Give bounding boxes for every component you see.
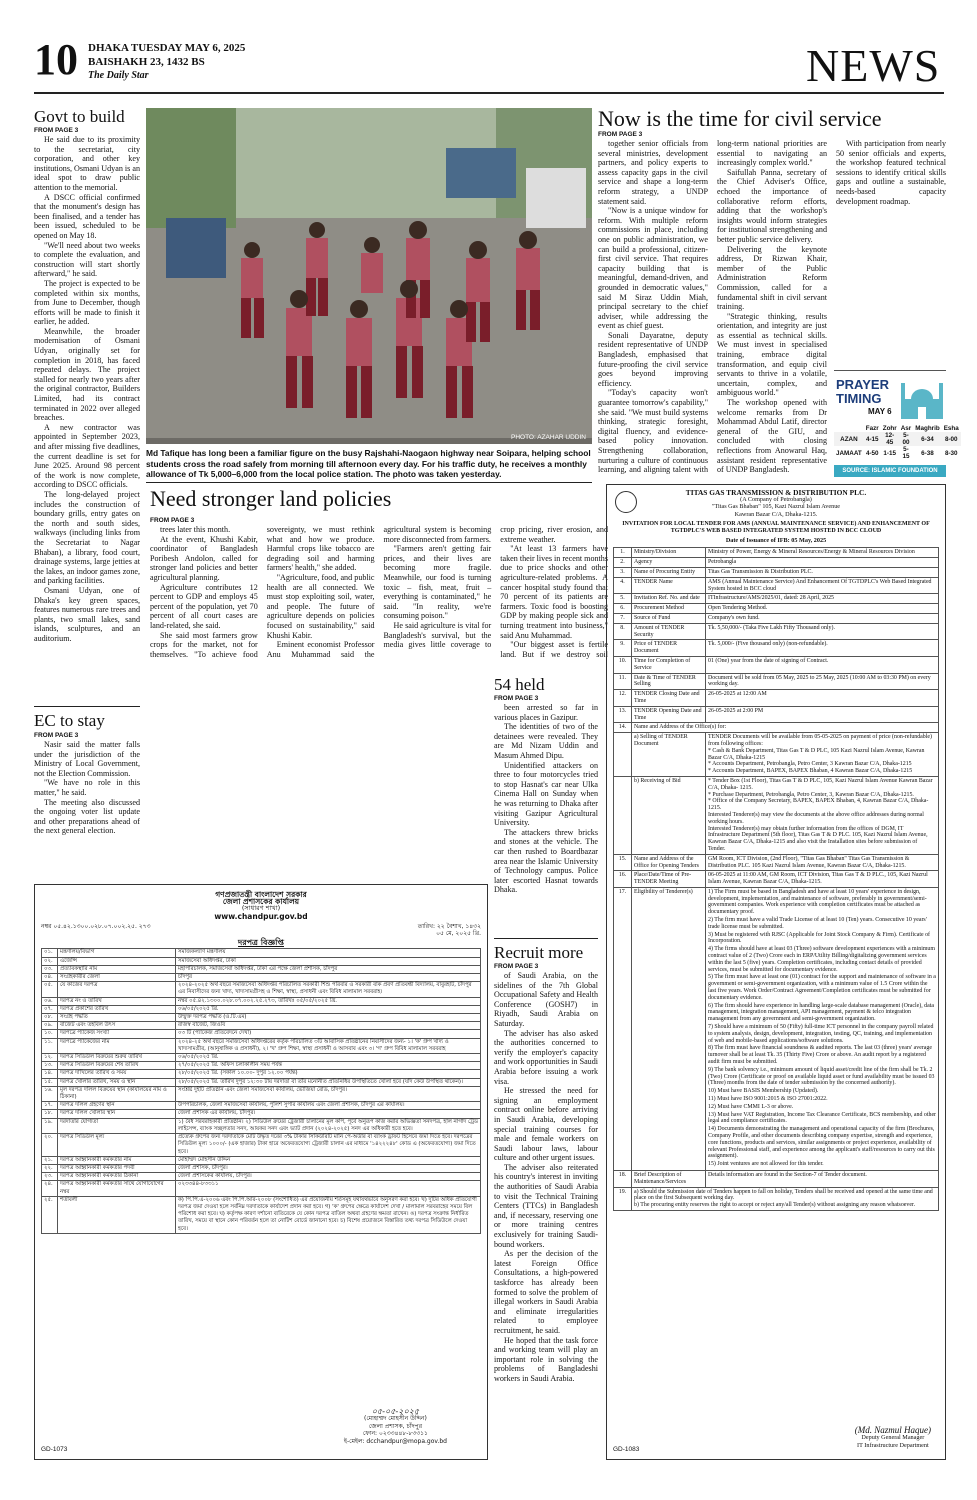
bn-row: ১৪. দরপত্র দাখিলের তারিখ ও সময় ২৮/০৫/২০২৫ খ্রি. (সকাল ১০.০০- দুপুর ১২.০০ পর্যন্ত) [42, 1070, 481, 1078]
bn-row: ০৩. প্রত্যাবকস্থারি নাম মহাপরিচালক, সমাজসেবা অধিদপ্তর, ঢাকা এর পক্ষে জেলা প্রশাসক, চাঁদপুর [42, 965, 481, 973]
tender-issuance-date: Date of Issuance of IFB: 05 May, 2025 [725, 537, 827, 545]
tender-row: 11. Date & Time of TENDER Selling Document will be sold from 05 May, 2025 to 25 May, 2025 (10:00 AM to 03:30 PM) on every working day. [614, 673, 939, 690]
recruit-rule [494, 938, 598, 939]
tender-table [613, 547, 939, 1211]
titas-logo-icon [615, 491, 637, 513]
recruit-from: FROM PAGE 3 [494, 963, 539, 970]
prayer-title-2: TIMING [836, 391, 882, 406]
tender-company: TITAS GAS TRANSMISSION & DISTRIBUTION PLC. [685, 488, 867, 497]
tender-title: INVITATION FOR LOCAL TENDER FOR AMS (ANNUAL MAINTENANCE SERVICE) AND ENHANCEMENT OF TGTDPLC'S WEB BASED INTEGRATED SYSTEM HOSTED IN BCC CLOUD [622, 520, 930, 535]
ec-from: FROM PAGE 3 [34, 732, 79, 739]
bn-row: ২৪. দরপত্র আহ্বানকারী কর্মকর্তার সাথে যোগাযোগের নম্বর ০২৩৩৪৪-৮৩৩১১ [42, 1181, 481, 1196]
tender-row: 14. Name and Address of the Office(s) for: [614, 723, 939, 733]
bn-date-2: ০৫ মে, ২০২৫ খ্রি. [436, 930, 481, 938]
tender-row: 4. TENDER Name AMS (Annual Maintenance Service) And Enhancement Of TGTDPLC's Web Based Integrated System hosted in BCC cloud [614, 577, 939, 594]
page-number: 10 [34, 35, 78, 84]
tender-row: 13. TENDER Opening Date and Time 26-05-2025 at 2:00 PM [614, 706, 939, 723]
bn-row: ১২. দরপত্র সিডিউল বিক্রয়ের শুরুর তারিখ ০৬/০৫/২০২৫ খ্রি. [42, 1054, 481, 1062]
photo-illustration [146, 108, 592, 444]
bn-website: www.chandpur.gov.bd [214, 911, 308, 921]
bn-row: ২০. দরপত্র সিডিউল মূল্য প্রত্যেক গ্রুপের জন্য দরদাতাকে মোট উদ্ধৃত দরের ৩% টাকার সিকিউরিটি মানি পে-অর্ডার বা ব্যাংক ড্রাফট হিসেবে জমা দিতে হবে। দরপত্রের সিডিউল মূল্য ১০০০/- (এক হাজার) টাকা হারে অফেরতযোগ্য ট্রেজারী চালান এর মাধ্যমে '১৪২২২৪৮' কোড এ (অফেরতযোগ্য) জমা দিতে হবে। [42, 1134, 481, 1157]
tender-row: 6. Procurement Method Open Tendering Method. [614, 604, 939, 614]
date-line: DHAKA TUESDAY MAY 6, 2025 [88, 42, 246, 54]
bn-row: ২১. দরপত্র আহ্বানকারী কর্মকর্তার নাম মোহাম্মদ মোহসীন উদ্দিন [42, 1156, 481, 1164]
bangla-date: BAISHAKH 23, 1432 BS [88, 56, 205, 68]
tender-row: 3. Name of Procuring Entity Titas Gas Transmission & Distribution PLC. [614, 568, 939, 578]
govt-from: FROM PAGE 3 [34, 127, 79, 134]
bn-row: ১০. দরপত্রে প্যাকেজ সংখ্যা ০৩ টি (প্যাকেজ প্রতিবেদনে দেখা) [42, 1030, 481, 1038]
bn-signature: ০৫-০৫-২০২৫ (মোহাম্মদ মোহসীন উদ্দিন) জেলা প্রশাসক, চাঁদপুর ফোন: ০২৩৩৪৪৮-৮৩৩১১ ই-মেইল: dcchandpur@mopa.gov.bd [343, 1406, 447, 1445]
prayer-table: Fazr Zohr Asr Maghrib Esha AZAN 4-15 12-45 5-00 6-34 8-00 JAMAAT 4-50 1-15 5-15 6-38 8-30 [836, 425, 959, 460]
bn-table [41, 948, 481, 1233]
tender-row: 12. TENDER Closing Date and Time 26-05-2025 at 12:00 AM [614, 690, 939, 707]
bn-row: ১৯. দরদাতার যোগ্যতা ১) বৈধ সরবরাহকারী প্রতিষ্ঠান। ২) সিডিউল ক্রয়ের ট্রেজারী চালানের মূল কপি, পূর্বে অনুরূপ কাজ করার অভিজ্ঞতা সনদপত্র, হাল নাগাদ ট্রেড লাইসেন্স, ব্যাংক সচ্ছলতার সনদ, আয়কর সনদ এবং ভ্যাট প্রদান (২০২৪-২০২৫) সনদ এর অধিকারী হতে হবে। [42, 1118, 481, 1133]
govt-headline: Govt to build [34, 107, 125, 126]
masthead-rule [34, 92, 944, 94]
bn-row: ১১. দরপত্রে প্যাকেজের নাম ২০২৪-২৫ অর্থ বছরে সমাজসেবা অধিদপ্তরের কর্তৃক পরিচালিত ৩টি আবাসিক প্রতিষ্ঠানের নিবাসীদের জন্য- ১। 'ক' গ্রুপ খাদ্য ও খাদ্যসামগ্রীর, (আনুষাঙ্গিক ও প্রসাধনী), ২। 'খ' গ্রুপ শিক্ষা, স্বাস্থ্য প্রসাধনী ও আসবাব এবং ৩। 'গ' গ্রুপ বিবিধ মালামাল সরবরাহ [42, 1038, 481, 1053]
bn-row: ১৬. মূল দরপত্র দলিল বিক্রয়ের স্থান (কার্যালয়ের নাম ও ঠিকানা) সংশ্লিষ্ট দুইটি প্রতিষ্ঠান এবং জেলা সমাজসেবা কার্যালয়, ভৌজিয়া রোড, চাঁদপুর। [42, 1086, 481, 1101]
recruit-body: of Saudi Arabia, on the sidelines of the 7th Global Occupational Safety and Health Conference (GOSH7) in Riyadh, Saudi Arabia on Saturday. The adviser has also asked the authorities concerned to verify the employer's capacity and work opportunities in Saudi Arabia before issuing a work visa. He stressed the need for signing an employment contract online before arriving in Saudi Arabia, developing special training courses for male and female workers on Saudi labour laws, labour culture and other urgent issues. The adviser also reiterated his country's interest in inviting the authorities of Saudi Arabia to visit the Technical Training Centers (TTCs) in Bangladesh and, if necessary, reserving one or more training centres exclusively for training Saudi-bound workers. As per the decision of the latest Foreign Office Consultations, a high-powered taskforce has already been formed to solve the problem of illegal workers in Saudi Arabia and eliminate irregularities related to employee recruitment, he said. He hoped that the task force and working team will play an important role in solving the problems of Bangladeshi workers in Saudi Arabia. [494, 971, 598, 1383]
bangla-tender-notice [34, 884, 488, 1460]
prayer-title: PRAYER [836, 377, 889, 392]
land-body: trees later this month. At the event, Khushi Kabir, coordinator of Bangladesh Poribesh Andolon, called for stronger land policies and better agricultural planning. Agriculture contributes 12 percent to GDP and employs 45 percent of the population, yet 70 percent of all court cases are land-related, she said. She said most farmers grow crops for the market, not for themselves. "To achieve food sovereignty, we must rethink what and how we produce. Harmful crops like tobacco are degrading soil and harming farmers' health," she added. "Agriculture, food, and public health are all connected. We must stop exploiting soil, water, and people. The future of agriculture depends on policies focused on sustainability," said Khushi Kabir. Eminent economist Professor Anu Muhammad said the agricultural system is becoming more disconnected from farmers. "Farmers aren't getting fair prices, and their lives are becoming more fragile. Meanwhile, our food is turning toxic – fish, meat, fruit – everything is contaminated," he said. "In reality, we're consuming poison." He said agriculture is vital for Bangladesh's survival, but the media gives little coverage to crop pricing, river erosion, and extreme weather. "At least 13 farmers have taken their lives in recent months due to price shocks and other agriculture-related problems. A cancer hospital study found that 70 percent of its patients are farmers. Toxic food is boosting GDP by making people sick and turning treatment into business," said Anu Muhammad. "Our biggest asset is fertile land. But if we destroy soil [150, 525, 608, 659]
govt-body: He said due to its proximity to the secretariat, city corporation, and other key institutions, Osmani Udyan is an ideal spot to draw public attention to the memorial. A DSCC official confirmed that the monument's design has been finalised, and a tender has been issued, scheduled to be opened on May 18. "We'll need about two weeks to complete the evaluation, and construction will start shortly afterward," he said. The project is expected to be completed within six months, from June to December, though efforts will be made to finish it earlier, he added. Meanwhile, the broader modernisation of Osmani Udyan, originally set for completion in 2018, has faced repeated delays. The project stalled for nearly two years after the original contractor, Builders Limited, had its contract terminated in 2022 over alleged breaches. A new contractor was appointed in September 2023, and after missing five deadlines, the current deadline is set for June 2025. Around 98 percent of the work is now complete, according to DSCC officials. The long-delayed project includes the construction of boundary grills, entry gates on the north and south sides, walkways (including links from the Secretariat to Nagar Bhaban), a library, food court, drainage systems, large jetties at the lakes, an indoor games zone, and parking facilities. Osmani Udyan, one of Dhaka's key green spaces, features numerous rare trees and plants, two small lakes, sand islands, sculptures, and an auditorium. [34, 135, 140, 643]
bn-l3: (সাধারণ শাখা) [241, 904, 281, 913]
bn-ref: নম্বর ০৫.৪২.১৩০০.০২৮.০৭.০০২.২৫. ২৭৩ [41, 922, 151, 930]
held-from: FROM PAGE 3 [494, 695, 539, 702]
tender-row: 5. Invitation Ref. No. and date ITInfrastructure/AMS/2025/01, dated: 28 April, 2025 [614, 594, 939, 604]
land-from: FROM PAGE 3 [150, 517, 195, 524]
tender-row: 10. Time for Completion of Service 01 (One) year from the date of signing of Contract. [614, 656, 939, 673]
held-headline: 54 held [494, 675, 545, 694]
tender-row: 18. Brief Description of Maintenance/Services Details information are found in the Section-7 of Tender document. [614, 1170, 939, 1187]
civil-headline: Now is the time for civil service [598, 106, 882, 131]
newspaper-logo: The Daily Star [88, 70, 149, 81]
section-title: NEWS [806, 40, 941, 91]
tender-row: 19. a) Should the Submission date of Tenders happen to fall on holiday, Tenders shall be received and opened at the same time and place on the first Subsequent working day. b) The procuring entity reserves the right to accept or reject any/all Tender(s) without assigning any reason whatsoever. [614, 1187, 939, 1210]
land-rule [146, 482, 592, 483]
tender-sub1: (A Company of Petrobangla) [740, 496, 812, 504]
bn-gd-code: GD-1073 [41, 1445, 68, 1453]
ec-headline: EC to stay [34, 711, 105, 730]
bn-row: ১৫. দরপত্র খোলার তারিখ, সময় ও স্থান ২৮/০৫/২০২৫ খ্রি. তারিখ দুপুর ১২:৩০ টায় দরদাতা বা তাঁর মনোনীত প্রতিনিধির উপস্থিতিতে খোলা হবে (যদি কেউ উপস্থিত থাকেন)। [42, 1078, 481, 1086]
bn-row: ২৩. দরপত্র আহ্বানকারী কর্মকর্তার ঠিকানা জেলা প্রশাসকের কার্যালয়, চাঁদপুর। [42, 1173, 481, 1181]
tender-row: 15. Name and Address of the Office for Opening Tenders GM Room, ICT Division, (2nd Floor), "Titas Gas Bhaban" Titas Gas Transmission & Distribution PLC. 105 Kazi Nazrul Islam Avenue, Kawran Bazar C/A, Dhaka-1215. [614, 854, 939, 871]
held-body: been arrested so far in various places in Gazipur. The identities of two of the detainees were revealed. They are Md Nizam Uddin and Masum Ahmed Dipu. Unidentified attackers on three to four motorcycles tried to stop Hasnat's car near Ulka Cinema Hall on Sunday when he was returning to Dhaka after visiting Gazipur Agricultural University. The attackers threw bricks and stones at the vehicle. The car then rushed to Boardbazar area near the Islamic University of Technology campus. Police later escorted Hasnat towards Dhaka. [494, 703, 598, 895]
tender-row: a) Selling of TENDER Document TENDER Documents will be available from 05-05-2025 on payment of price (non-refundable) from following offices: * Cash & Bank Department, Titas Gas T & D PLC, 105 Kazi Nazrul Islam Avenue, Kawran Bazar C/A, Dhaka-1215 * Accounts Department, Petrobangla, Petro Center, 3 Kawran Bazar C/A, Dhaka-1215 * Accounts Department, BAPEX, BAPEX Bhaban, 4 Kawran Bazar C/A, Dhaka-1215 [614, 733, 939, 777]
news-photo [146, 108, 592, 444]
bn-row: ১৭. দরপত্র দলিল গ্রহণের স্থান উপপরিচালক, জেলা সমাজসেবা কার্যালয়, পুলিশ সুপার কার্যালয় এবং জেলা প্রশাসক, চাঁদপুর এর কার্যালয়। [42, 1102, 481, 1110]
bn-l1: গণপ্রজাতন্ত্রী বাংলাদেশ সরকার [215, 890, 307, 899]
tender-gd-code: GD-1083 [613, 1445, 640, 1453]
titas-tender-notice [606, 484, 946, 1460]
prayer-source: SOURCE: ISLAMIC FOUNDATION [834, 465, 946, 477]
bn-date-1: তারিখ: ২২ বৈশাখ, ১৪৩২ [417, 922, 481, 930]
bn-row: ১৩. দরপত্র সিডিউল বিক্রয়ের শেষ তারিখ ২৭/০৫/২০২৫ খ্রি. অফিস চলাকালীন সময় পর্যন্ত [42, 1062, 481, 1070]
bn-l2: জেলা প্রশাসকের কার্যালয় [222, 897, 300, 907]
tender-sub3: Kawran Bazar C/A, Dhaka-1215. [734, 510, 818, 518]
bn-row: ০৮. সংগ্রহ পদ্ধতি উন্মুক্ত দরপত্র পদ্ধতি (ও.টি.এম) [42, 1014, 481, 1022]
tender-sub2: "Titas Gas Bhaban" 105, Kazi Nazrul Islam Avenue [711, 503, 841, 511]
bn-row: ০৯. বাজেট এবং তহবিল উৎস রাজস্ব বাজেট, জিওবি [42, 1022, 481, 1030]
recruit-headline: Recruit more [494, 943, 584, 962]
tender-row: 9. Price of TENDER Document Tk. 5,000/- (Five thousand only) (non-refundable). [614, 640, 939, 657]
tender-row: 1. Ministry/Division Ministry of Power, Energy & Mineral Resources/Energy & Mineral Resources Division [614, 548, 939, 558]
civil-body: together senior officials from several ministries, development partners, and policy experts to assess capacity gaps in the civil service and shape a long-term reform strategy, a UNDP statement said. "Now is a unique window for reform. With multiple reform commissions in place, including one on public administration, we can build a professional, citizen-first civil service. That requires capacity building that is meaningful, demand-driven, and grounded in democratic values," said M Siraz Uddin Miah, principal secretary to the chief adviser, while addressing the event as chief guest. Sonali Dayaratne, deputy resident representative of UNDP Bangladesh, emphasised that future-proofing the civil service goes beyond improving efficiency. "Today's capacity won't guarantee tomorrow's capability," she said. "We must build systems thinking, strategic foresight, digital fluency, and evidence-based policy innovation. Strengthening collaboration, nurturing a culture of continuous learning, and aligning talent with long-term national priorities are essential to navigating an increasingly complex world." Saifullah Panna, secretary of the Chief Adviser's Office, echoed the importance of collaborative reform efforts, adding that the workshop's insights would inform strategies for institutional strengthening and better public service delivery. Delivering the keynote address, Dr Rizwan Khair, member of the Public Administration Reform Commission, called for a fundamental shift in civil servant training. "Strategic thinking, results orientation, and integrity are just as essential as technical skills. We must invest in specialised training, embrace digital transformation, and equip civil servants to thrive in a volatile, uncertain, complex, and ambiguous world." The workshop opened with welcome remarks from Dr Mohammad Abdul Latif, director general of the GIU, and concluded with closing reflections from Anowarul Haq, assistant resident representative of UNDP Bangladesh. With participation from nearly 50 senior officials and experts, the workshop featured technical sessions to identify critical skills gaps and outline a sustainable, needs-based capacity development roadmap. [598, 139, 946, 475]
tender-signature: (Md. Nazmul Haque) Deputy General Manager IT Infrastructure Department [854, 1424, 931, 1449]
ec-rule [34, 706, 140, 707]
bn-row: ১৮. দরপত্র দলিল খোলার স্থান জেলা প্রশাসক এর কার্যালয়, চাঁদপুর। [42, 1110, 481, 1118]
bn-row: ০৬. দরপত্র নং ও তারিখ নম্বর ০৫.৪২.১৩০০.০২৮.০৭.০০২.২৫.২৭৩, তারিখঃ ০৫/০৫/২০২৫ খ্রি. [42, 997, 481, 1005]
tender-row: 8. Amount of TENDER Security Tk. 5,50,000/- (Taka Five Lakh Fifty Thousand only). [614, 623, 939, 640]
bn-row: ০৭. দরপত্র প্রকাশের তারিখ ০৬/০৫/২০২৫ খ্রি. [42, 1005, 481, 1013]
civil-from: FROM PAGE 3 [598, 131, 643, 138]
mosque-icon [900, 377, 944, 421]
photo-credit: PHOTO: AZAHAR UDDIN [510, 434, 586, 441]
ec-body: Nasir said the matter falls under the jurisdiction of the Ministry of Local Government, not the Election Commission. "We have no role in this matter," he said. The meeting also discussed the ongoing voter list update and other preparations ahead of the next general election. [34, 740, 140, 836]
bn-row: ২৫. শর্তাবলী ক) পি.পি.এ-২০০৬ এবং পি.পি.আর-২০০৮ (সংশোধিত) এর প্রয়োজনীয় শর্তসমূহ যথাযথভাবে অনুসরণ করা হবে। খ) দুটির অধিক প্রতিযোগী দরপত্র জমা দেওয়া হলে সর্বনিম্ন দরদাতাকে কার্যাদেশ প্রদান করা হবে। গ) 'ক' গ্রুপের ক্ষেত্রে কার্যাদেশ দেখা / মালামাল সরবরাহের সময়ে বিল পরিশোধ করা হবে। ঘ) কর্তৃপক্ষ কারণ দর্শানো ব্যতিরেকে যে কোন দরপত্র বাতিল অথবা গ্রহণের ক্ষমতা রাখেন। ঙ) দরপত্র সংক্রান্ত নির্ধারিত তারিখ, সময়ে বা স্থানে কোন পরিবর্তন হলে তা নোটিশ বোর্ডে জানানো হবে। চ) বিশেষ প্রয়োজনে বিস্তারিত তথ্য দরপত্র সিডিউলে দেওয়া হবে। [42, 1196, 481, 1233]
bn-row: ০৪. সংগ্রহকারীর জেলা চাঁদপুর [42, 974, 481, 982]
bn-row: ০২. এজেন্সি সমাজসেবা অধিদপ্তর, ঢাকা [42, 957, 481, 965]
prayer-timing-box [834, 370, 959, 478]
bn-title: দরপত্র বিজ্ঞপ্তি [238, 938, 284, 948]
tender-row: 7. Source of Fund Company's own fund. [614, 614, 939, 624]
bn-row: ০৫. যে কাজের দরপত্র ২০২৪-২০২৫ অর্থ বছরে সমাজসেবা অধিদপ্তর পরিচালিত সরকারী শিশু পরিবার ও সরকারী বাক প্রবণ প্রতিবন্ধী বিদ্যালয়, বাবুরহাট, চাঁদপুর এর নিবাসীদের জন্য খাদ্য, খাদ্যসামগ্রীসহ ও শিক্ষা, স্বাস্থ্য, প্রসাধনী এবং বিবিধ মালামাল সরবরাহ। [42, 982, 481, 997]
bn-row: ০১. মন্ত্রণালয়/বিভাগ সমাজকল্যাণ মন্ত্রণালয় [42, 949, 481, 957]
tender-row: 16. Place/Date/Time of Pre-TENDER Meeting 06-05-2025 at 11:00 AM, GM Room, ICT Division, Titas Gas T & D PLC., 105, Kazi Nazrul Islam Avenue, Kawran Bazar C/A, Dhaka-1215. [614, 871, 939, 888]
tender-row: 2. Agency Petrobangla [614, 558, 939, 568]
prayer-date: MAY 6 [868, 407, 892, 416]
tender-row: 17. Eligibility of Tenderer(s) 1) The Firm must be based in Bangladesh and have at least 10 years' experience in design, development, implementation, and maintenance of software, preferably in government/semi-government companies. Work experience with completion certificates must be attached as documentary proof. 2) The firm must have a valid Trade License of at least 10 (Ten) years. Consecutive 10 years' trade license must be submitted. 3) Must be registered with RJSC (Applicable for Joint Stock Company & Firm). Certificate of Incorporation. 4) The firms should have at least 03 (Three) software development experiences with a minimum contract value of 2 (Two) Crore each in ERP/Utility Billing/digitalizing government services within the last 5 (five) years. Completion certificates, including contact details of provided services, must be submitted for documentary evidence. 5) The firm must have at least one (01) contract for the support and maintenance of software in a government or semi-government organization, with a minimum value of 1.5 Crore within the last five years. Work Order/Contract Agreement/Completion certificates must be submitted for documentary evidence. 6) The firm should have experience in handling large-scale database management (Oracle), data management, integration management, API management, payment & telco integration management from any government and semi-government organization. 7) Should have a minimum of 50 (Fifty) full-time ICT personnel in the company payroll related to system analysis, design, development, integration, testing, QC, training, and implementation of web and mobile-based applications/software solutions. 8) The firm must have financial soundness & audited reports. The last 03 (three) years' average turnover shall be at least Tk. 35 (Thirty Five) Crore or above. An audit report by a registered audit firm must be submitted. 9) The bank solvency i.e., minimum amount of liquid asset/credit line of the firm shall be Tk. 2 (Two) Crore (Certificate or proof on available liquid asset or fund availability must be issued 03 (Three) months from the date of tender submission by the concerned authority). 10) Must have BASIS Membership (Updated). 11) Must have ISO 9001:2015 & ISO 27001:2022. 12) Must have CMMI L-3 or above. 13) Must have VAT Registration, Income Tax Clearance Certificate, BCS membership, and other legal and compliance certificates. 14) Documents demonstrating the management and operational capacity of the firm (Brochures, Company Profile, and other documents describing company expertise, strength and experience, core functions, products and services, similar assignments or project experience, availability of relevant Professional staff, and experience among the applicant's staff/resources to carry out this assignment). 15) Joint ventures are not allowed for this tender. [614, 887, 939, 1170]
photo-caption: Md Tafique has long been a familiar figure on the busy Rajshahi-Naogaon highway near Soipara, helping school students cross the road safely from morning till afternoon every day. For his traffic duty, he receives a monthly allowance of Tk 5,000–6,000 from the local police station. The photo was taken yesterday. [146, 448, 591, 479]
land-headline: Need stronger land policies [150, 486, 392, 511]
tender-row: b) Receiving of Bid * Tender Box (1st Floor), Titas Gas T & D PLC, 105, Kazi Nazrul Islam Avenue Kawran Bazar C/A, Dhaka- 1215. * Purchase Department, Petrobangla, Petro Center, 3, Kawran Bazar C/A, Dhaka-1215. * Office of the Company Secretary, BAPEX, BAPEX Bhaban, 4, Kawran Bazar C/A, Dhaka-1215. Interested Tenderer(s) may view the documents at the above office addresses during normal working hours. Interested Tenderer(s) may obtain further information from the offices of DGM, IT Infrastructure Department (5th floor), Titas Gas T & D PLC. 105, Kazi Nazrul Islam Avenue, Kawran Bazar C/A, Dhaka-1215 and also visit the Installation sites before submission of Tender. [614, 776, 939, 854]
bn-row: ২২. দরপত্র আহ্বানকারী কর্মকর্তার পদবী জেলা প্রশাসক, চাঁদপুর। [42, 1164, 481, 1172]
